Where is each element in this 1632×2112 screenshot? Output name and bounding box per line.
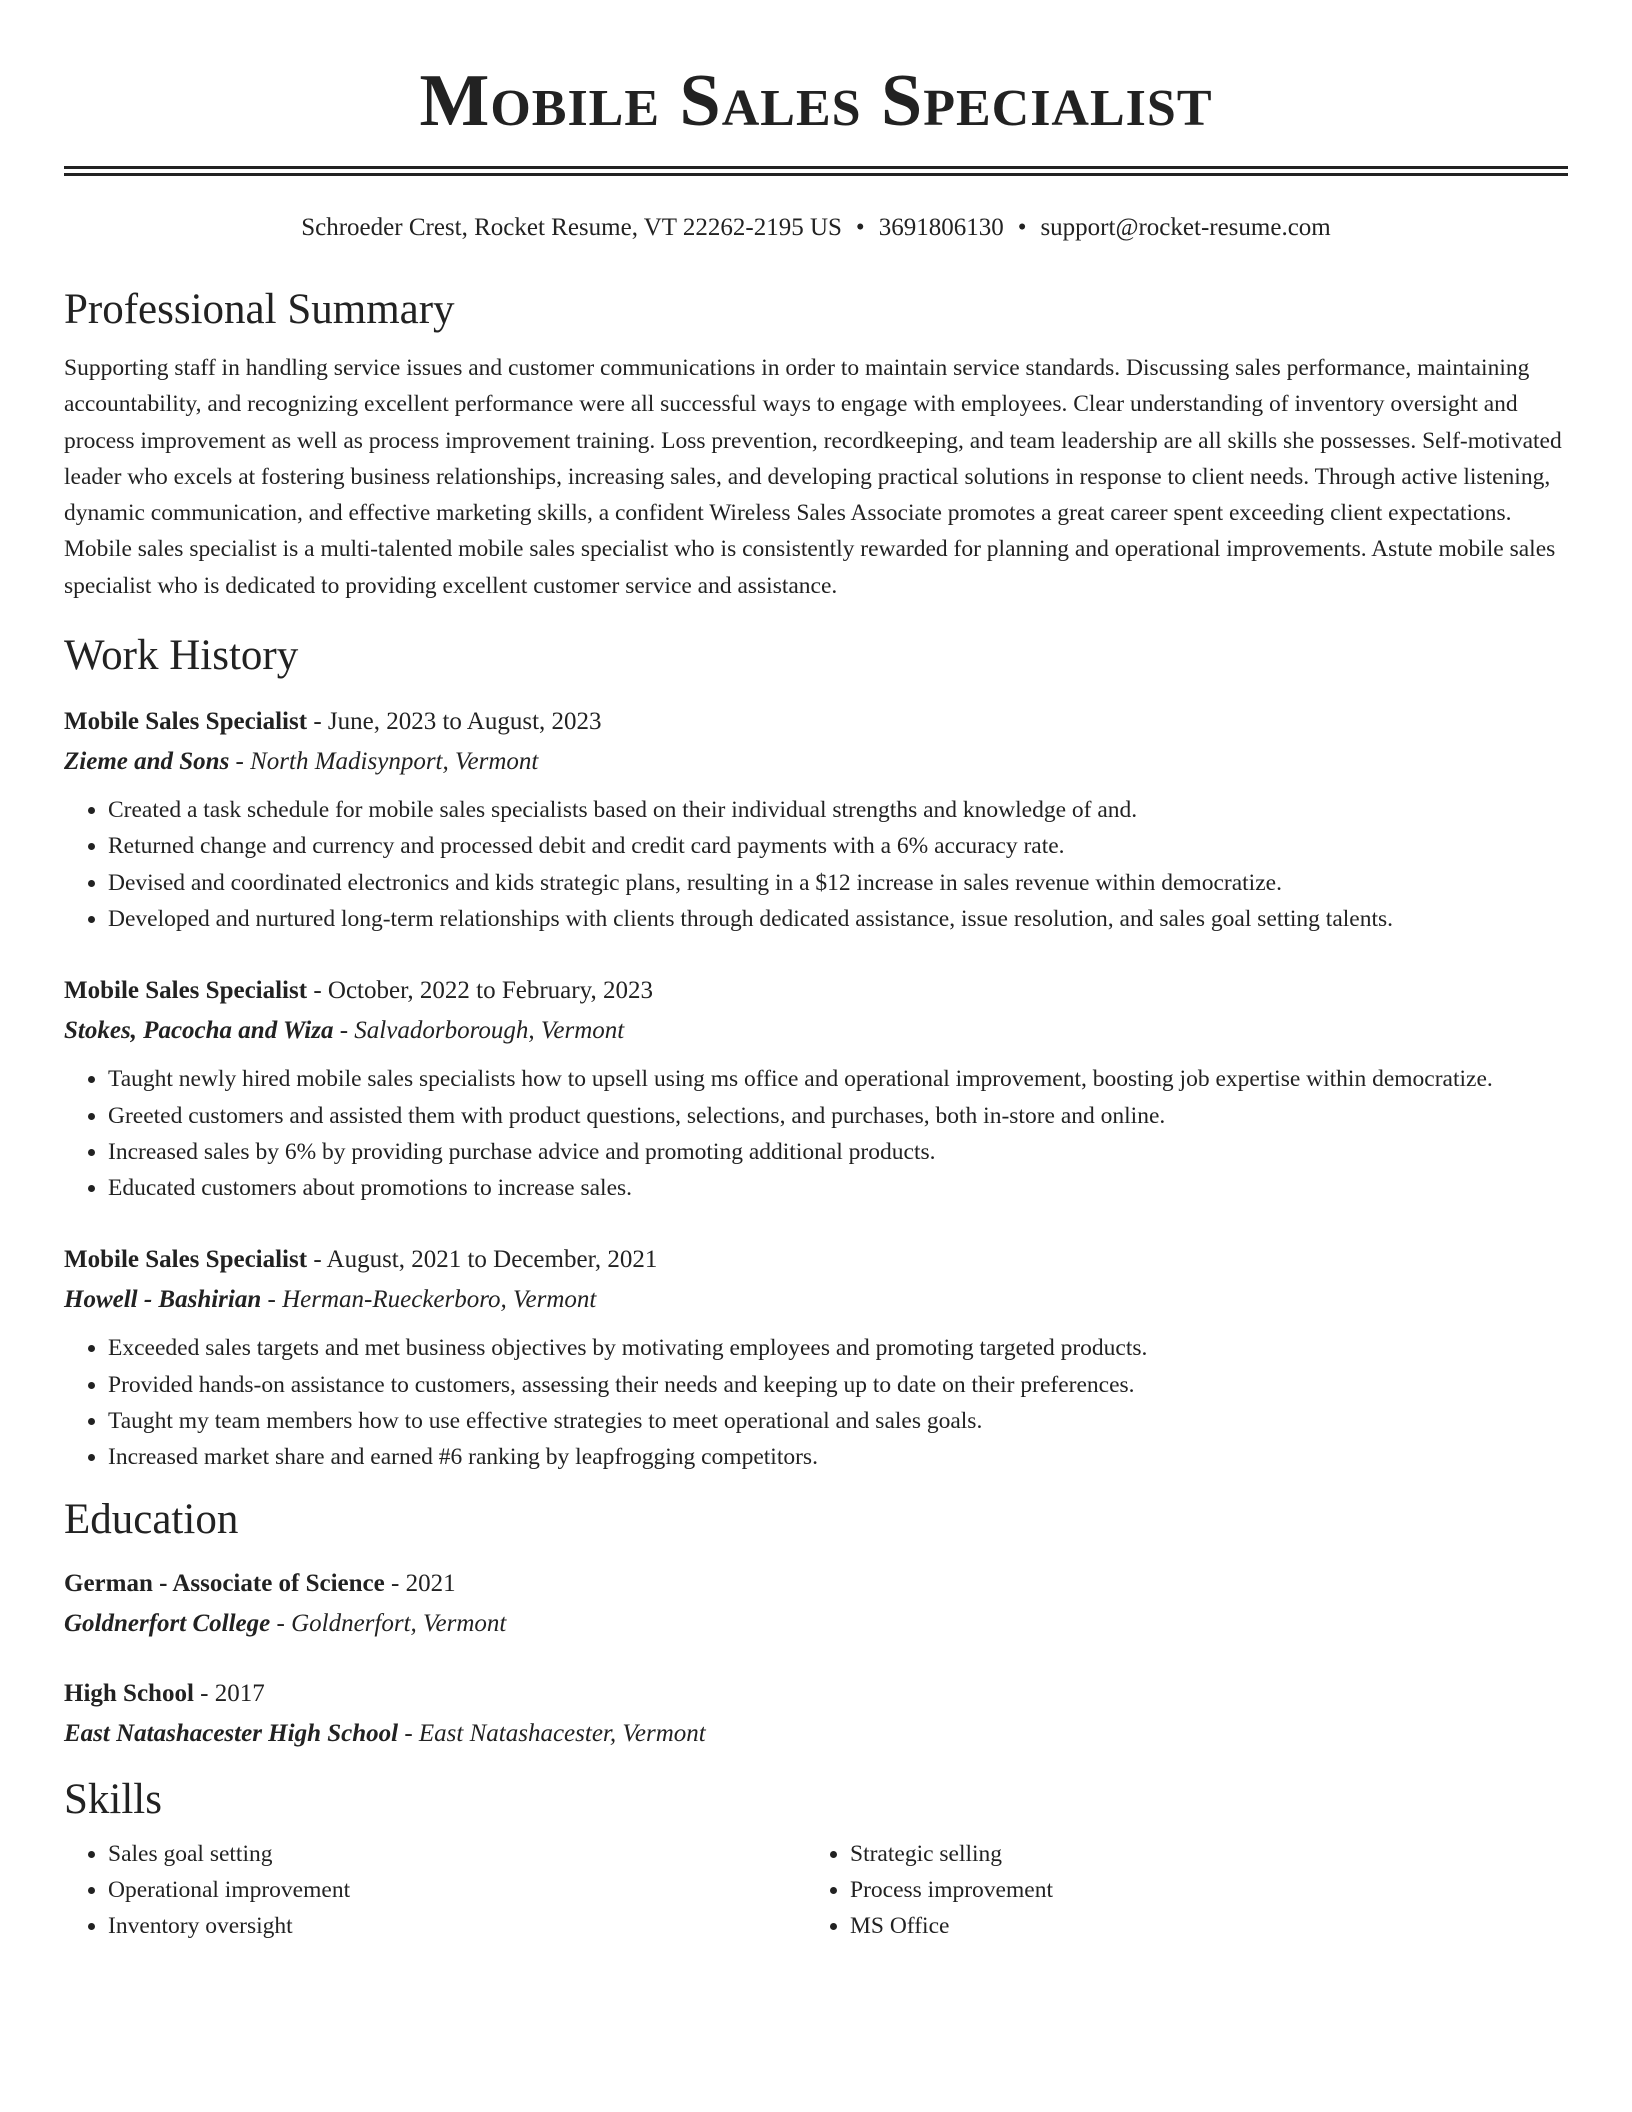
job-dates: - August, 2021 to December, 2021 bbox=[307, 1246, 658, 1274]
job-entry bbox=[64, 971, 1568, 1206]
job-location: - North Madisynport, Vermont bbox=[229, 748, 539, 776]
skills-list bbox=[64, 1836, 1568, 1945]
job-title-line bbox=[64, 702, 1568, 742]
education-entry bbox=[64, 1674, 1568, 1754]
education-entry bbox=[64, 1564, 1568, 1644]
summary-heading: Professional Summary bbox=[64, 286, 455, 333]
job-title-line bbox=[64, 1240, 1568, 1280]
job-company: Howell - Bashirian bbox=[64, 1286, 262, 1314]
job-bullets bbox=[64, 1330, 1568, 1475]
job-bullet: • Provided hands-on assistance to customers, assessing their needs and keeping up to date on their preferences. bbox=[108, 1367, 1568, 1403]
job-bullet: • Greeted customers and assisted them with product questions, selections, and purchases, both in-store and online. bbox=[108, 1098, 1568, 1134]
education-degree-line bbox=[64, 1674, 1568, 1714]
job-bullet: • Educated customers about promotions to increase sales. bbox=[108, 1170, 1568, 1206]
summary-text: Supporting staff in handling service issues and customer communications in order to maintain service standards. Discussing sales performance, maintaining accountability, and recognizing excellent performance were all successful ways to engage with employees. Clear understanding of inventory oversight and process improvement as well as process improvement training. Loss prevention, recordkeeping, and team leadership are all skills she possesses. Self-motivated leader who excels at fostering business relationships, increasing sales, and developing practical solutions in response to client needs. Through active listening, dynamic communication, and effective marketing skills, a confident Wireless Sales Associate promotes a great career spent exceeding client expectations. Mobile sales specialist is a multi-talented mobile sales specialist who is consistently rewarded for planning and operational improvements. Astute mobile sales specialist who is dedicated to providing excellent customer service and assistance. bbox=[64, 355, 1562, 599]
resume-title: Mobile Sales Specialist bbox=[419, 60, 1213, 142]
education-year: - 2021 bbox=[384, 1569, 456, 1597]
education-location: - East Natashacester, Vermont bbox=[398, 1719, 706, 1747]
education-year: - 2017 bbox=[193, 1679, 265, 1707]
contact-address: Schroeder Crest, Rocket Resume, VT 22262-2195 US bbox=[301, 214, 842, 241]
skill-item: • Operational improvement bbox=[108, 1872, 806, 1908]
skill-item: • Process improvement bbox=[850, 1872, 1548, 1908]
job-bullet: • Developed and nurtured long-term relationships with clients through dedicated assistance, issue resolution, and sales goal setting talents. bbox=[108, 901, 1568, 937]
job-location: - Salvadorborough, Vermont bbox=[333, 1017, 625, 1045]
education-degree: High School bbox=[64, 1679, 194, 1707]
skills-column-left bbox=[64, 1836, 806, 1945]
skills-heading: Skills bbox=[64, 1775, 162, 1823]
job-company-line bbox=[64, 1280, 1568, 1320]
title-double-rule bbox=[64, 166, 1568, 176]
job-title: Mobile Sales Specialist bbox=[64, 977, 308, 1005]
education-school: East Natashacester High School bbox=[64, 1719, 399, 1747]
job-bullet: • Increased market share and earned #6 ranking by leapfrogging competitors. bbox=[108, 1439, 1568, 1475]
job-company: Stokes, Pacocha and Wiza bbox=[64, 1017, 334, 1045]
job-company: Zieme and Sons bbox=[64, 748, 230, 776]
job-bullet: • Returned change and currency and processed debit and credit card payments with a 6% accuracy rate. bbox=[108, 828, 1568, 864]
job-location: - Herman-Rueckerboro, Vermont bbox=[261, 1286, 597, 1314]
job-entry bbox=[64, 702, 1568, 937]
job-dates: - October, 2022 to February, 2023 bbox=[307, 977, 653, 1005]
job-bullet: • Devised and coordinated electronics and kids strategic plans, resulting in a $12 increase in sales revenue within democratize. bbox=[108, 865, 1568, 901]
skill-item: • Sales goal setting bbox=[108, 1836, 806, 1872]
job-bullet: • Taught my team members how to use effective strategies to meet operational and sales goals. bbox=[108, 1403, 1568, 1439]
job-company-line bbox=[64, 1011, 1568, 1051]
job-bullet: • Increased sales by 6% by providing purchase advice and promoting additional products. bbox=[108, 1134, 1568, 1170]
job-bullets bbox=[64, 792, 1568, 937]
education-location: - Goldnerfort, Vermont bbox=[270, 1609, 507, 1637]
job-title-line bbox=[64, 971, 1568, 1011]
job-title: Mobile Sales Specialist bbox=[64, 1246, 308, 1274]
contact-phone: 3691806130 bbox=[878, 214, 1004, 241]
education-heading: Education bbox=[64, 1495, 239, 1543]
job-bullet: • Exceeded sales targets and met business objectives by motivating employees and promoting targeted products. bbox=[108, 1330, 1568, 1366]
skills-column-right bbox=[806, 1836, 1548, 1945]
education-degree: German - Associate of Science bbox=[64, 1569, 385, 1597]
contact-separator: • bbox=[1017, 214, 1027, 241]
education-school: Goldnerfort College bbox=[64, 1609, 271, 1637]
job-company-line bbox=[64, 742, 1568, 782]
education-degree-line bbox=[64, 1564, 1568, 1604]
job-bullet: • Created a task schedule for mobile sales specialists based on their individual strengths and knowledge of and. bbox=[108, 792, 1568, 828]
skill-item: • MS Office bbox=[850, 1908, 1548, 1944]
education-school-line bbox=[64, 1604, 1568, 1644]
work-history-heading: Work History bbox=[64, 632, 299, 680]
education-school-line bbox=[64, 1714, 1568, 1754]
contact-email: support@rocket-resume.com bbox=[1040, 214, 1331, 241]
job-entry bbox=[64, 1240, 1568, 1475]
skill-item: • Strategic selling bbox=[850, 1836, 1548, 1872]
job-dates: - June, 2023 to August, 2023 bbox=[307, 708, 602, 736]
contact-separator: • bbox=[855, 214, 865, 241]
job-title: Mobile Sales Specialist bbox=[64, 708, 308, 736]
job-bullet: • Taught newly hired mobile sales specialists how to upsell using ms office and operational improvement, boosting job expertise within democratize. bbox=[108, 1061, 1568, 1097]
job-bullets bbox=[64, 1061, 1568, 1206]
contact-line bbox=[64, 210, 1568, 246]
skill-item: • Inventory oversight bbox=[108, 1908, 806, 1944]
